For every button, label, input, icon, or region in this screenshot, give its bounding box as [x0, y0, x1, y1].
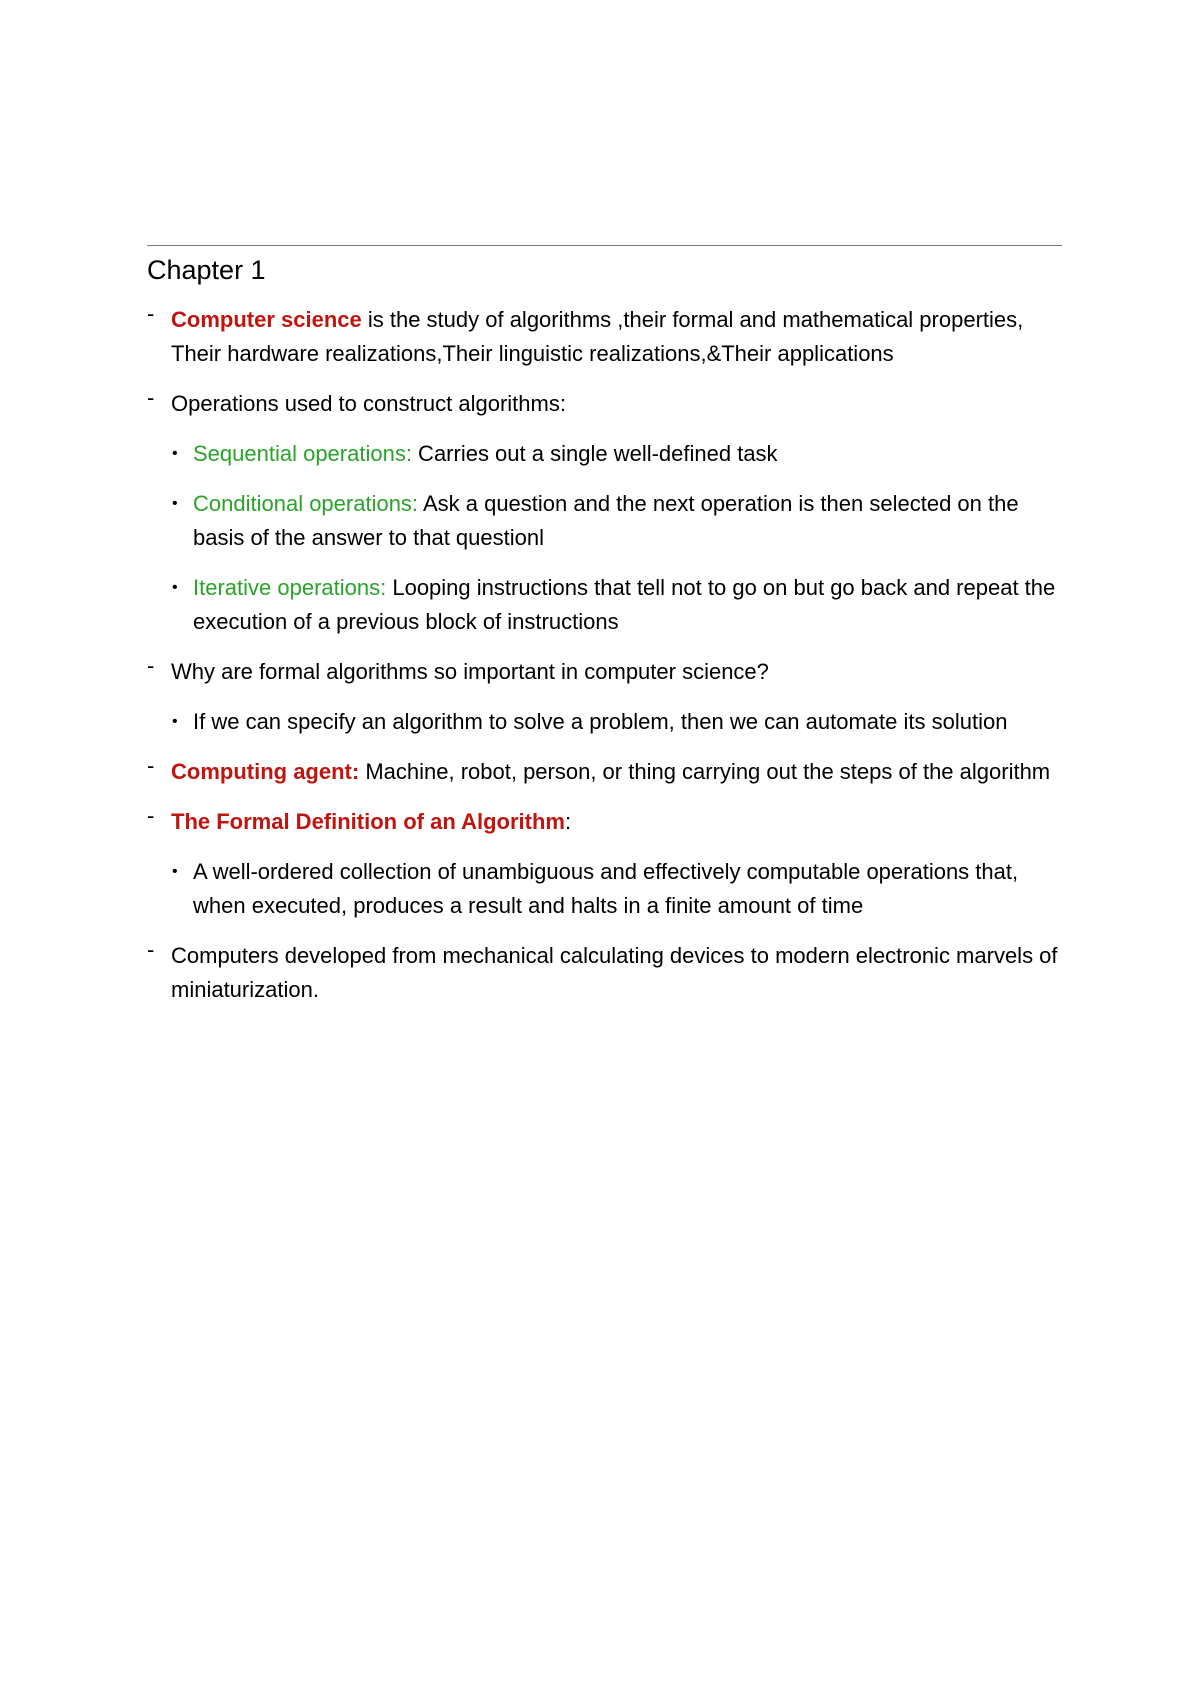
bullet-marker: • [172, 713, 178, 730]
term-sequential-operations: Sequential operations: [193, 441, 412, 466]
item-text: : [564, 809, 572, 834]
sub-item-automate [147, 705, 1062, 739]
item-text: Carries out a single well-defined task [411, 441, 778, 466]
document-page [147, 245, 1062, 1023]
sub-item-iterative [147, 571, 1062, 639]
item-text: is the study of algorithms ,their formal and mathematical properties, Their hardware realizations,Their linguistic realizations,&Their applications [171, 307, 1024, 366]
sub-item-definition [147, 855, 1062, 923]
item-text: Looping instructions that tell not to go on but go back and repeat the execution of a previous block of instructions [193, 575, 1056, 634]
item-text: Operations used to construct algorithms: [171, 391, 566, 416]
term-formal-definition: The Formal Definition of an Algorithm [171, 809, 565, 834]
chapter-title: Chapter 1 [147, 255, 266, 285]
sub-item-sequential [147, 437, 1062, 471]
dash-marker: - [147, 385, 155, 410]
item-text: A well-ordered collection of unambiguous and effectively computable operations that, when executed, produces a result and halts in a finite amount of time [193, 859, 1019, 918]
list-item-computing-agent [147, 755, 1062, 789]
item-text: Why are formal algorithms so important in computer science? [171, 659, 769, 684]
term-iterative-operations: Iterative operations: [193, 575, 387, 600]
list-item-operations [147, 387, 1062, 421]
header-rule [147, 245, 1062, 246]
bullet-marker: • [172, 579, 178, 596]
sub-item-conditional [147, 487, 1062, 555]
bullet-marker: • [172, 495, 178, 512]
term-computing-agent: Computing agent: [171, 759, 360, 784]
dash-marker: - [147, 803, 155, 828]
dash-marker: - [147, 653, 155, 678]
bullet-marker: • [172, 445, 178, 462]
term-conditional-operations: Conditional operations: [193, 491, 419, 516]
list-item-computer-science [147, 303, 1062, 371]
dash-marker: - [147, 753, 155, 778]
item-text: Machine, robot, person, or thing carrying out the steps of the algorithm [359, 759, 1051, 784]
list-item-computers-developed [147, 939, 1062, 1007]
bullet-marker: • [172, 863, 178, 880]
item-text: If we can specify an algorithm to solve a problem, then we can automate its solution [193, 709, 1008, 734]
item-text: Ask a question and the next operation is then selected on the basis of the answer to that questionl [193, 491, 1019, 550]
dash-marker: - [147, 301, 155, 326]
list-item-why-formal [147, 655, 1062, 689]
term-computer-science: Computer science [171, 307, 362, 332]
dash-marker: - [147, 937, 155, 962]
item-text: Computers developed from mechanical calculating devices to modern electronic marvels of miniaturization. [171, 943, 1058, 1002]
list-item-formal-definition [147, 805, 1062, 839]
